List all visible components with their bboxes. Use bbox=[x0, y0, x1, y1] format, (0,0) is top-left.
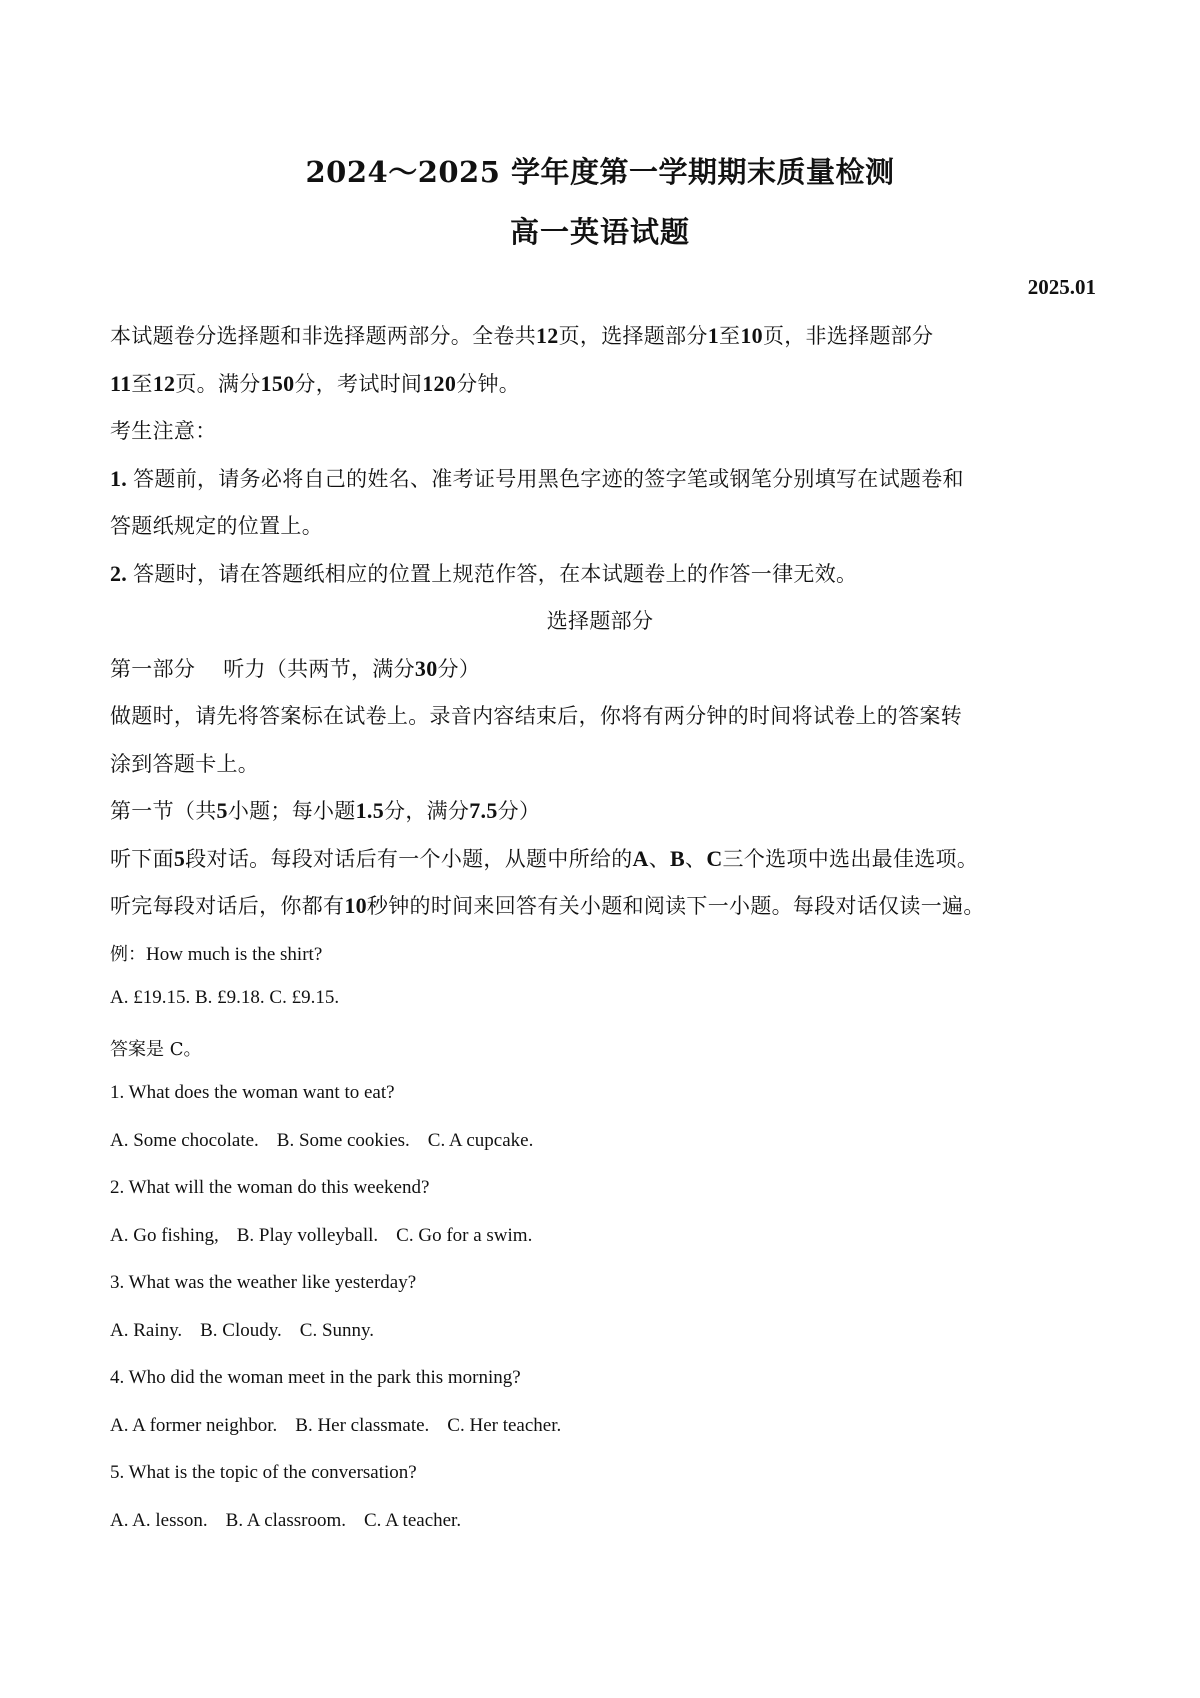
intro-line-1: 本试题卷分选择题和非选择题两部分。全卷共12页，选择题部分1至10页，非选择题部分 bbox=[110, 323, 934, 348]
section1-directions-2: 听完每段对话后，你都有10秒钟的时间来回答有关小题和阅读下一小题。每段对话仅读一遍。 bbox=[110, 893, 985, 918]
notice-heading: 考生注意： bbox=[110, 419, 217, 443]
question-2-options: A. Go fishing, B. Play volleyball. C. Go for a swim. bbox=[110, 1225, 533, 1246]
question-2: 2. What will the woman do this weekend? bbox=[110, 1177, 430, 1198]
example-question: 例：How much is the shirt? bbox=[110, 944, 323, 965]
example-options: A. £19.15. B. £9.18. C. £9.15. bbox=[110, 987, 340, 1008]
notice-item-1: 1. 答题前，请务必将自己的姓名、准考证号用黑色字迹的签字笔或钢笔分别填写在试题卷和 bbox=[110, 466, 964, 491]
part1-instructions-1: 做题时，请先将答案标在试卷上。录音内容结束后，你将有两分钟的时间将试卷上的答案转 bbox=[110, 704, 962, 728]
notice-item-2: 2. 答题时，请在答题纸相应的位置上规范作答，在本试题卷上的作答一律无效。 bbox=[110, 561, 858, 586]
question-1-options: A. Some chocolate. B. Some cookies. C. A cupcake. bbox=[110, 1130, 534, 1151]
question-4: 4. Who did the woman meet in the park this morning? bbox=[110, 1367, 521, 1388]
question-4-options: A. A former neighbor. B. Her classmate. C. Her teacher. bbox=[110, 1415, 562, 1436]
intro-line-2: 11至12页。满分150分，考试时间120分钟。 bbox=[110, 371, 521, 396]
example-answer: 答案是 C。 bbox=[110, 1039, 202, 1060]
section1-heading: 第一节（共5小题；每小题1.5分，满分7.5分） bbox=[110, 798, 541, 823]
part1-heading: 第一部分 听力（共两节，满分30分） bbox=[110, 656, 481, 681]
notice-item-1-cont: 答题纸规定的位置上。 bbox=[110, 514, 323, 538]
exam-date: 2025.01 bbox=[1027, 275, 1096, 299]
part1-instructions-2: 涂到答题卡上。 bbox=[110, 752, 260, 776]
question-3: 3. What was the weather like yesterday? bbox=[110, 1272, 417, 1293]
question-5: 5. What is the topic of the conversation? bbox=[110, 1462, 417, 1483]
question-3-options: A. Rainy. B. Cloudy. C. Sunny. bbox=[110, 1320, 375, 1341]
question-1: 1. What does the woman want to eat? bbox=[110, 1082, 395, 1103]
exam-title: 2024～2025 学年度第一学期期末质量检测 bbox=[305, 155, 895, 189]
section-heading: 选择题部分 bbox=[546, 609, 654, 633]
question-5-options: A. A. lesson. B. A classroom. C. A teacher. bbox=[110, 1510, 462, 1531]
section1-directions-1: 听下面5段对话。每段对话后有一个小题，从题中所给的A、B、C三个选项中选出最佳选项。 bbox=[110, 846, 979, 871]
exam-subtitle: 高一英语试题 bbox=[509, 215, 690, 249]
